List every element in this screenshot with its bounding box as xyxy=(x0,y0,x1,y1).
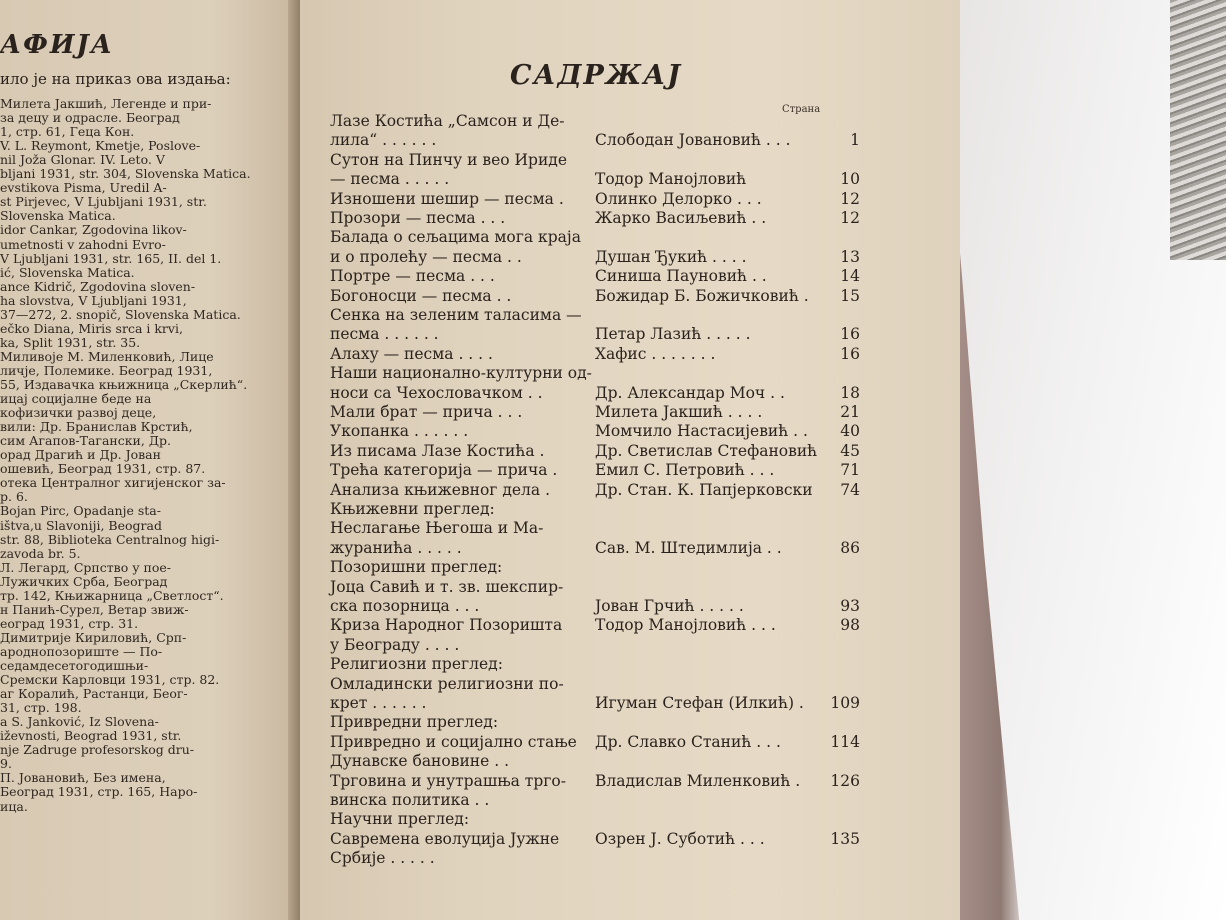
toc-entry-page: 21 xyxy=(840,403,860,421)
toc-entry-title: Неслагање Његоша и Ма- xyxy=(330,519,544,538)
toc-entry-title: Дунавске бановине . . xyxy=(330,752,509,771)
left-page-line: Београд 1931, стр. 165, Наро- xyxy=(0,784,198,800)
toc-entry-title: Трговина и унутрашња трго- xyxy=(330,771,566,790)
toc-entry-page: 16 xyxy=(840,344,860,363)
toc-entry-author: Жарко Васиљевић . . xyxy=(595,209,767,227)
toc-entry-page: 14 xyxy=(840,267,860,286)
toc-entry-title: Мали брат — прича . . . xyxy=(330,403,523,421)
toc-entry-page: 18 xyxy=(840,383,860,402)
toc-entry-page: 71 xyxy=(840,461,860,480)
left-page-line: еоград 1931, стр. 31. xyxy=(0,615,139,631)
left-page-line: Милета Јакшић, Легенде и при- xyxy=(0,96,212,111)
toc-entry-page: 16 xyxy=(840,325,860,344)
toc-entry-page: 114 xyxy=(830,732,860,751)
left-page-line: Сремски Карловци 1931, стр. 82. xyxy=(0,672,220,688)
toc-entry-author: Емил С. Петровић . . . xyxy=(595,461,775,480)
toc-entry-author: Др. Славко Станић . . . xyxy=(595,732,781,751)
left-page-line: орад Драгић и Др. Јован xyxy=(0,447,161,463)
toc-entry-title: у Београду . . . . xyxy=(330,635,460,654)
left-page-line: личје, Полемике. Београд 1931, xyxy=(0,362,213,378)
left-page-line: 37—272, 2. snopič, Slovenska Matica. xyxy=(0,306,241,322)
toc-entry-page: 135 xyxy=(830,829,860,848)
toc-entry-author: Синиша Пауновић . . xyxy=(595,267,767,286)
toc-entry-title: ска позорница . . . xyxy=(330,597,480,615)
toc-entry-title: Сутон на Пинчу и вео Ириде xyxy=(330,150,568,169)
toc-entry-author: Озрен Ј. Суботић . . . xyxy=(595,829,765,848)
left-page-line: р. 6. xyxy=(0,489,28,505)
left-page-line: сим Агапов-Тагански, Др. xyxy=(0,433,171,449)
toc-entry-author: Тодор Манојловић xyxy=(595,170,747,189)
toc-entry-title: Омладински религиозни по- xyxy=(330,674,564,693)
toc-entry-author: Др. Светислав Стефановић xyxy=(595,441,818,460)
toc-entry-page: 126 xyxy=(830,771,860,790)
toc-entry-title: Књижевни преглед: xyxy=(330,500,495,518)
toc-entry-page: 86 xyxy=(840,538,860,557)
toc-entry-title: Лазе Костића „Самсон и Де- xyxy=(330,112,565,130)
left-page-line: V. L. Reymont, Kmetje, Poslove- xyxy=(0,138,201,154)
toc-entry-author: Тодор Манојловић . . . xyxy=(595,616,776,635)
left-page-line: Лужичких Срба, Београд xyxy=(0,573,168,589)
left-page-line: 55, Издавачка књижница „Скерлић“. xyxy=(0,377,248,392)
left-page-line: отека Централног хигијенског за- xyxy=(0,475,226,491)
toc-entry-page: 12 xyxy=(840,189,860,208)
toc-title: САДРЖАЈ xyxy=(510,60,682,91)
left-page-line: Димитрије Кириловић, Срп- xyxy=(0,629,187,645)
toc-entry-page: 10 xyxy=(840,170,860,189)
toc-entry-title: Србије . . . . . xyxy=(330,849,435,868)
toc-entry-title: Изношени шешир — песма . xyxy=(330,189,564,208)
toc-entry-title: Из писама Лазе Костића . xyxy=(330,441,545,460)
toc-entry-author: Петар Лазић . . . . . xyxy=(595,325,751,344)
toc-entry-title: крет . . . . . . xyxy=(330,694,427,712)
toc-entry-title: Трећа категорија — прича . xyxy=(330,461,558,480)
left-page-line: за децу и одрасле. Београд xyxy=(0,110,180,126)
toc-entry-title: Портре — песма . . . xyxy=(330,267,495,286)
toc-entry-title: Прозори — песма . . . xyxy=(330,209,506,227)
toc-entry-title: Научни преглед: xyxy=(330,810,470,829)
toc-entry-title: Алаху — песма . . . . xyxy=(330,344,493,363)
left-page-line: седамдесетогодишњи- xyxy=(0,658,149,673)
left-page-line: ka, Split 1931, str. 35. xyxy=(0,334,141,350)
toc-entry-title: и о пролећу — песма . . xyxy=(330,247,522,266)
toc-entry-title: Јоца Савић и т. зв. шекспир- xyxy=(330,577,564,596)
left-page-line: ошевић, Београд 1931, стр. 87. xyxy=(0,461,206,477)
left-page-line: iževnosti, Beograd 1931, str. xyxy=(0,728,182,744)
toc-entry-title: журанића . . . . . xyxy=(330,538,462,557)
left-page-line: ицај социјалне беде на xyxy=(0,391,152,407)
toc-entry-author: Игуман Стефан (Илкић) . xyxy=(595,694,804,712)
left-page-line: idor Cankar, Zgodovina likov- xyxy=(0,222,187,238)
left-page-line: 1, стр. 61, Геца Кон. xyxy=(0,124,135,140)
toc-entry-author: Милета Јакшић . . . . xyxy=(595,403,763,421)
left-page-line: Миливоје М. Миленковић, Лице xyxy=(0,348,214,364)
left-page-line: вили: Др. Бранислав Крстић, xyxy=(0,419,193,435)
toc-entry-page: 109 xyxy=(830,694,860,712)
left-page-line: ečko Diana, Miris srca i krvi, xyxy=(0,320,183,336)
left-page-subtitle: ило је на приказ ова издања: xyxy=(0,70,231,88)
toc-entry-title: лила“ . . . . . . xyxy=(330,131,437,150)
left-page-line: a S. Janković, Iz Slovena- xyxy=(0,714,159,730)
toc-entry-author: Др. Александар Моч . . xyxy=(595,383,785,402)
left-page-line: str. 88, Biblioteka Centralnog higi- xyxy=(0,531,220,547)
page-column-label: Страна xyxy=(782,104,821,115)
toc-entry-title: Криза Народног Позоришта xyxy=(330,616,563,635)
toc-entry-author: Слободан Јовановић . . . xyxy=(595,131,791,150)
left-page-line: Bojan Pirc, Opadanje sta- xyxy=(0,503,161,519)
left-page-line: 31, стр. 198. xyxy=(0,700,82,716)
toc-entry-author: Јован Грчић . . . . . xyxy=(595,597,744,615)
toc-entry-author: Божидар Б. Божичковић . xyxy=(595,286,809,305)
left-page-line: 9. xyxy=(0,756,12,772)
toc-entry-page: 15 xyxy=(840,286,860,305)
left-page-line: nje Zadruge profesorskog dru- xyxy=(0,742,195,758)
left-page-line: bljani 1931, str. 304, Slovenska Matica. xyxy=(0,166,251,182)
toc-entry-page: 1 xyxy=(850,131,860,150)
toc-entry-author: Душан Ђукић . . . . xyxy=(595,247,747,266)
toc-entry-author: Момчило Настасијевић . . xyxy=(595,422,808,441)
toc-entry-title: Анализа књижевног дела . xyxy=(330,480,550,499)
left-page-line: кофизички развој деце, xyxy=(0,405,157,421)
toc-entry-title: носи са Чехословачком . . xyxy=(330,383,543,402)
toc-entry-page: 98 xyxy=(840,616,860,635)
left-page-line: nil Joža Glonar. IV. Leto. V xyxy=(0,152,165,168)
toc-entry-page: 40 xyxy=(840,422,860,441)
toc-entry-title: — песма . . . . . xyxy=(330,170,450,189)
toc-entry-page: 12 xyxy=(840,209,860,227)
left-page-line: zavoda br. 5. xyxy=(0,545,81,561)
toc-entry-title: Балада о сељацима мога краја xyxy=(330,228,581,247)
left-page-line: Л. Легард, Српство у пое- xyxy=(0,559,172,575)
toc-entry-author: Владислав Миленковић . xyxy=(595,771,801,790)
toc-entry-author: Хафис . . . . . . . xyxy=(595,344,716,363)
toc-entry-title: Наши национално-културни од- xyxy=(330,364,592,383)
toc-entry-title: Богоносци — песма . . xyxy=(330,286,512,305)
left-page-line: тр. 142, Књижарница „Светлост“. xyxy=(0,587,224,603)
toc-entry-title: песма . . . . . . xyxy=(330,325,439,344)
left-page-line: н Панић-Сурел, Ветар звиж- xyxy=(0,601,189,617)
left-page-line: аг Коралић, Растанци, Беог- xyxy=(0,686,188,702)
left-page-line: ица. xyxy=(0,798,28,814)
left-page-line: ić, Slovenska Matica. xyxy=(0,264,135,280)
left-page-line: st Pirjevec, V Ljubljani 1931, str. xyxy=(0,194,207,210)
toc-entry-page: 13 xyxy=(840,247,860,266)
toc-entry-title: Позоришни преглед: xyxy=(330,558,503,577)
left-page-line: ha slovstva, V Ljubljani 1931, xyxy=(0,292,187,308)
toc-entry-title: Укопанка . . . . . . xyxy=(330,422,469,441)
toc-entry-title: Привредни преглед: xyxy=(330,713,499,732)
toc-entry-author: Др. Стан. К. Папјерковски xyxy=(595,480,813,499)
left-page-line: ištva,u Slavoniji, Beograd xyxy=(0,517,162,533)
toc-entry-title: Религиозни преглед: xyxy=(330,655,503,674)
left-page xyxy=(0,0,300,920)
toc-entry-page: 74 xyxy=(840,480,860,499)
toc-entry-page: 45 xyxy=(840,441,860,460)
left-page-line: ance Kidrič, Zgodovina sloven- xyxy=(0,278,196,294)
left-page-line: umetnosti v zahodni Evro- xyxy=(0,236,166,252)
toc-entry-page: 93 xyxy=(840,597,860,615)
left-page-line: ароднопозориште — По- xyxy=(0,643,163,659)
left-page-line: Slovenska Matica. xyxy=(0,208,116,224)
fur-rug xyxy=(1170,0,1226,260)
left-page-line: evstikova Pisma, Uredil A- xyxy=(0,180,167,196)
toc-entry-title: Савремена еволуција Јужне xyxy=(330,829,560,848)
left-page-line: V Ljubljani 1931, str. 165, II. del 1. xyxy=(0,250,222,266)
toc-entry-title: винска политика . . xyxy=(330,791,490,809)
toc-entry-author: Сав. М. Штедимлија . . xyxy=(595,538,782,557)
toc-entry-title: Привредно и социјално стање xyxy=(330,732,577,751)
left-page-line: П. Јовановић, Без имена, xyxy=(0,770,166,786)
toc-entry-title: Сенка на зеленим таласима — xyxy=(330,306,582,324)
toc-entry xyxy=(330,849,860,871)
left-page-title: АФИЈА xyxy=(0,30,114,60)
toc-entry-author: Олинко Делорко . . . xyxy=(595,189,762,208)
